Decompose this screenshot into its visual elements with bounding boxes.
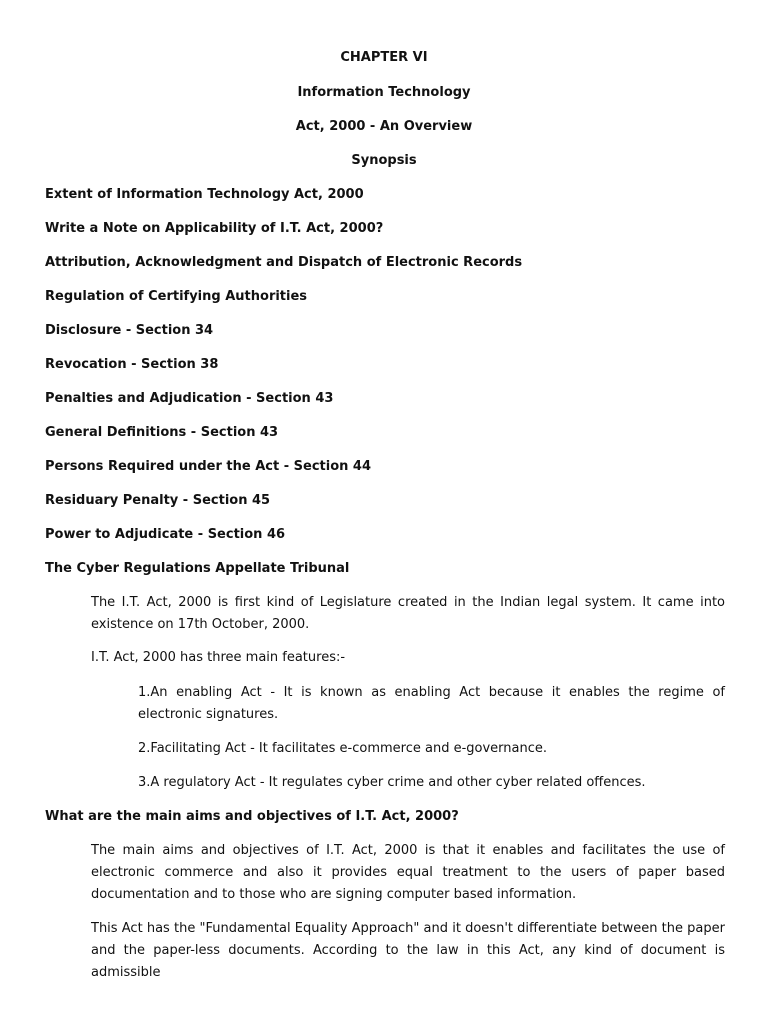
toc-item-certifying-authorities: Regulation of Certifying Authorities	[45, 289, 308, 304]
aims-paragraph: The main aims and objectives of I.T. Act, 2000 is that it enables and facilitates the use of electronic commerce and also it provides equal treatment to the users of paper based documentation and to those who are signing computer based information.	[91, 843, 725, 902]
toc-item-power-to-adjudicate: Power to Adjudicate - Section 46	[45, 527, 286, 542]
toc-item-disclosure: Disclosure - Section 34	[45, 323, 214, 338]
toc-item-attribution: Attribution, Acknowledgment and Dispatch of Electronic Records	[45, 255, 523, 270]
toc-item-general-definitions: General Definitions - Section 43	[45, 425, 279, 440]
feature-item: 2.Facilitating Act - It facilitates e-commerce and e-governance.	[138, 741, 548, 756]
chapter-heading: CHAPTER VI	[340, 50, 428, 65]
toc-item-persons-required: Persons Required under the Act - Section 44	[45, 459, 372, 474]
toc-item-penalties: Penalties and Adjudication - Section 43	[45, 391, 334, 406]
toc-item-revocation: Revocation - Section 38	[45, 357, 219, 372]
features-intro: I.T. Act, 2000 has three main features:-	[91, 650, 346, 665]
feature-item: 1.An enabling Act - It is known as enabling Act because it enables the regime of electronic signatures.	[138, 685, 725, 722]
synopsis-heading: Synopsis	[351, 153, 417, 168]
toc-item-residuary-penalty: Residuary Penalty - Section 45	[45, 493, 271, 508]
aims-heading: What are the main aims and objectives of I.T. Act, 2000?	[45, 809, 459, 824]
toc-item-appellate-tribunal: The Cyber Regulations Appellate Tribunal	[45, 561, 350, 576]
toc-item-extent: Extent of Information Technology Act, 2000	[45, 187, 364, 202]
title-line-2: Act, 2000 - An Overview	[295, 119, 473, 134]
intro-paragraph: The I.T. Act, 2000 is first kind of Legislature created in the Indian legal system. It came into existence on 17th October, 2000.	[91, 595, 725, 632]
title-line-1: Information Technology	[297, 85, 471, 100]
equality-paragraph: This Act has the "Fundamental Equality Approach" and it doesn't differentiate between the paper and the paper-less documents. According to the law in this Act, any kind of document is admissible	[91, 921, 725, 980]
toc-item-applicability: Write a Note on Applicability of I.T. Act, 2000?	[45, 221, 384, 236]
feature-item: 3.A regulatory Act - It regulates cyber crime and other cyber related offences.	[138, 775, 646, 790]
equality-paragraph-clip	[91, 918, 725, 980]
